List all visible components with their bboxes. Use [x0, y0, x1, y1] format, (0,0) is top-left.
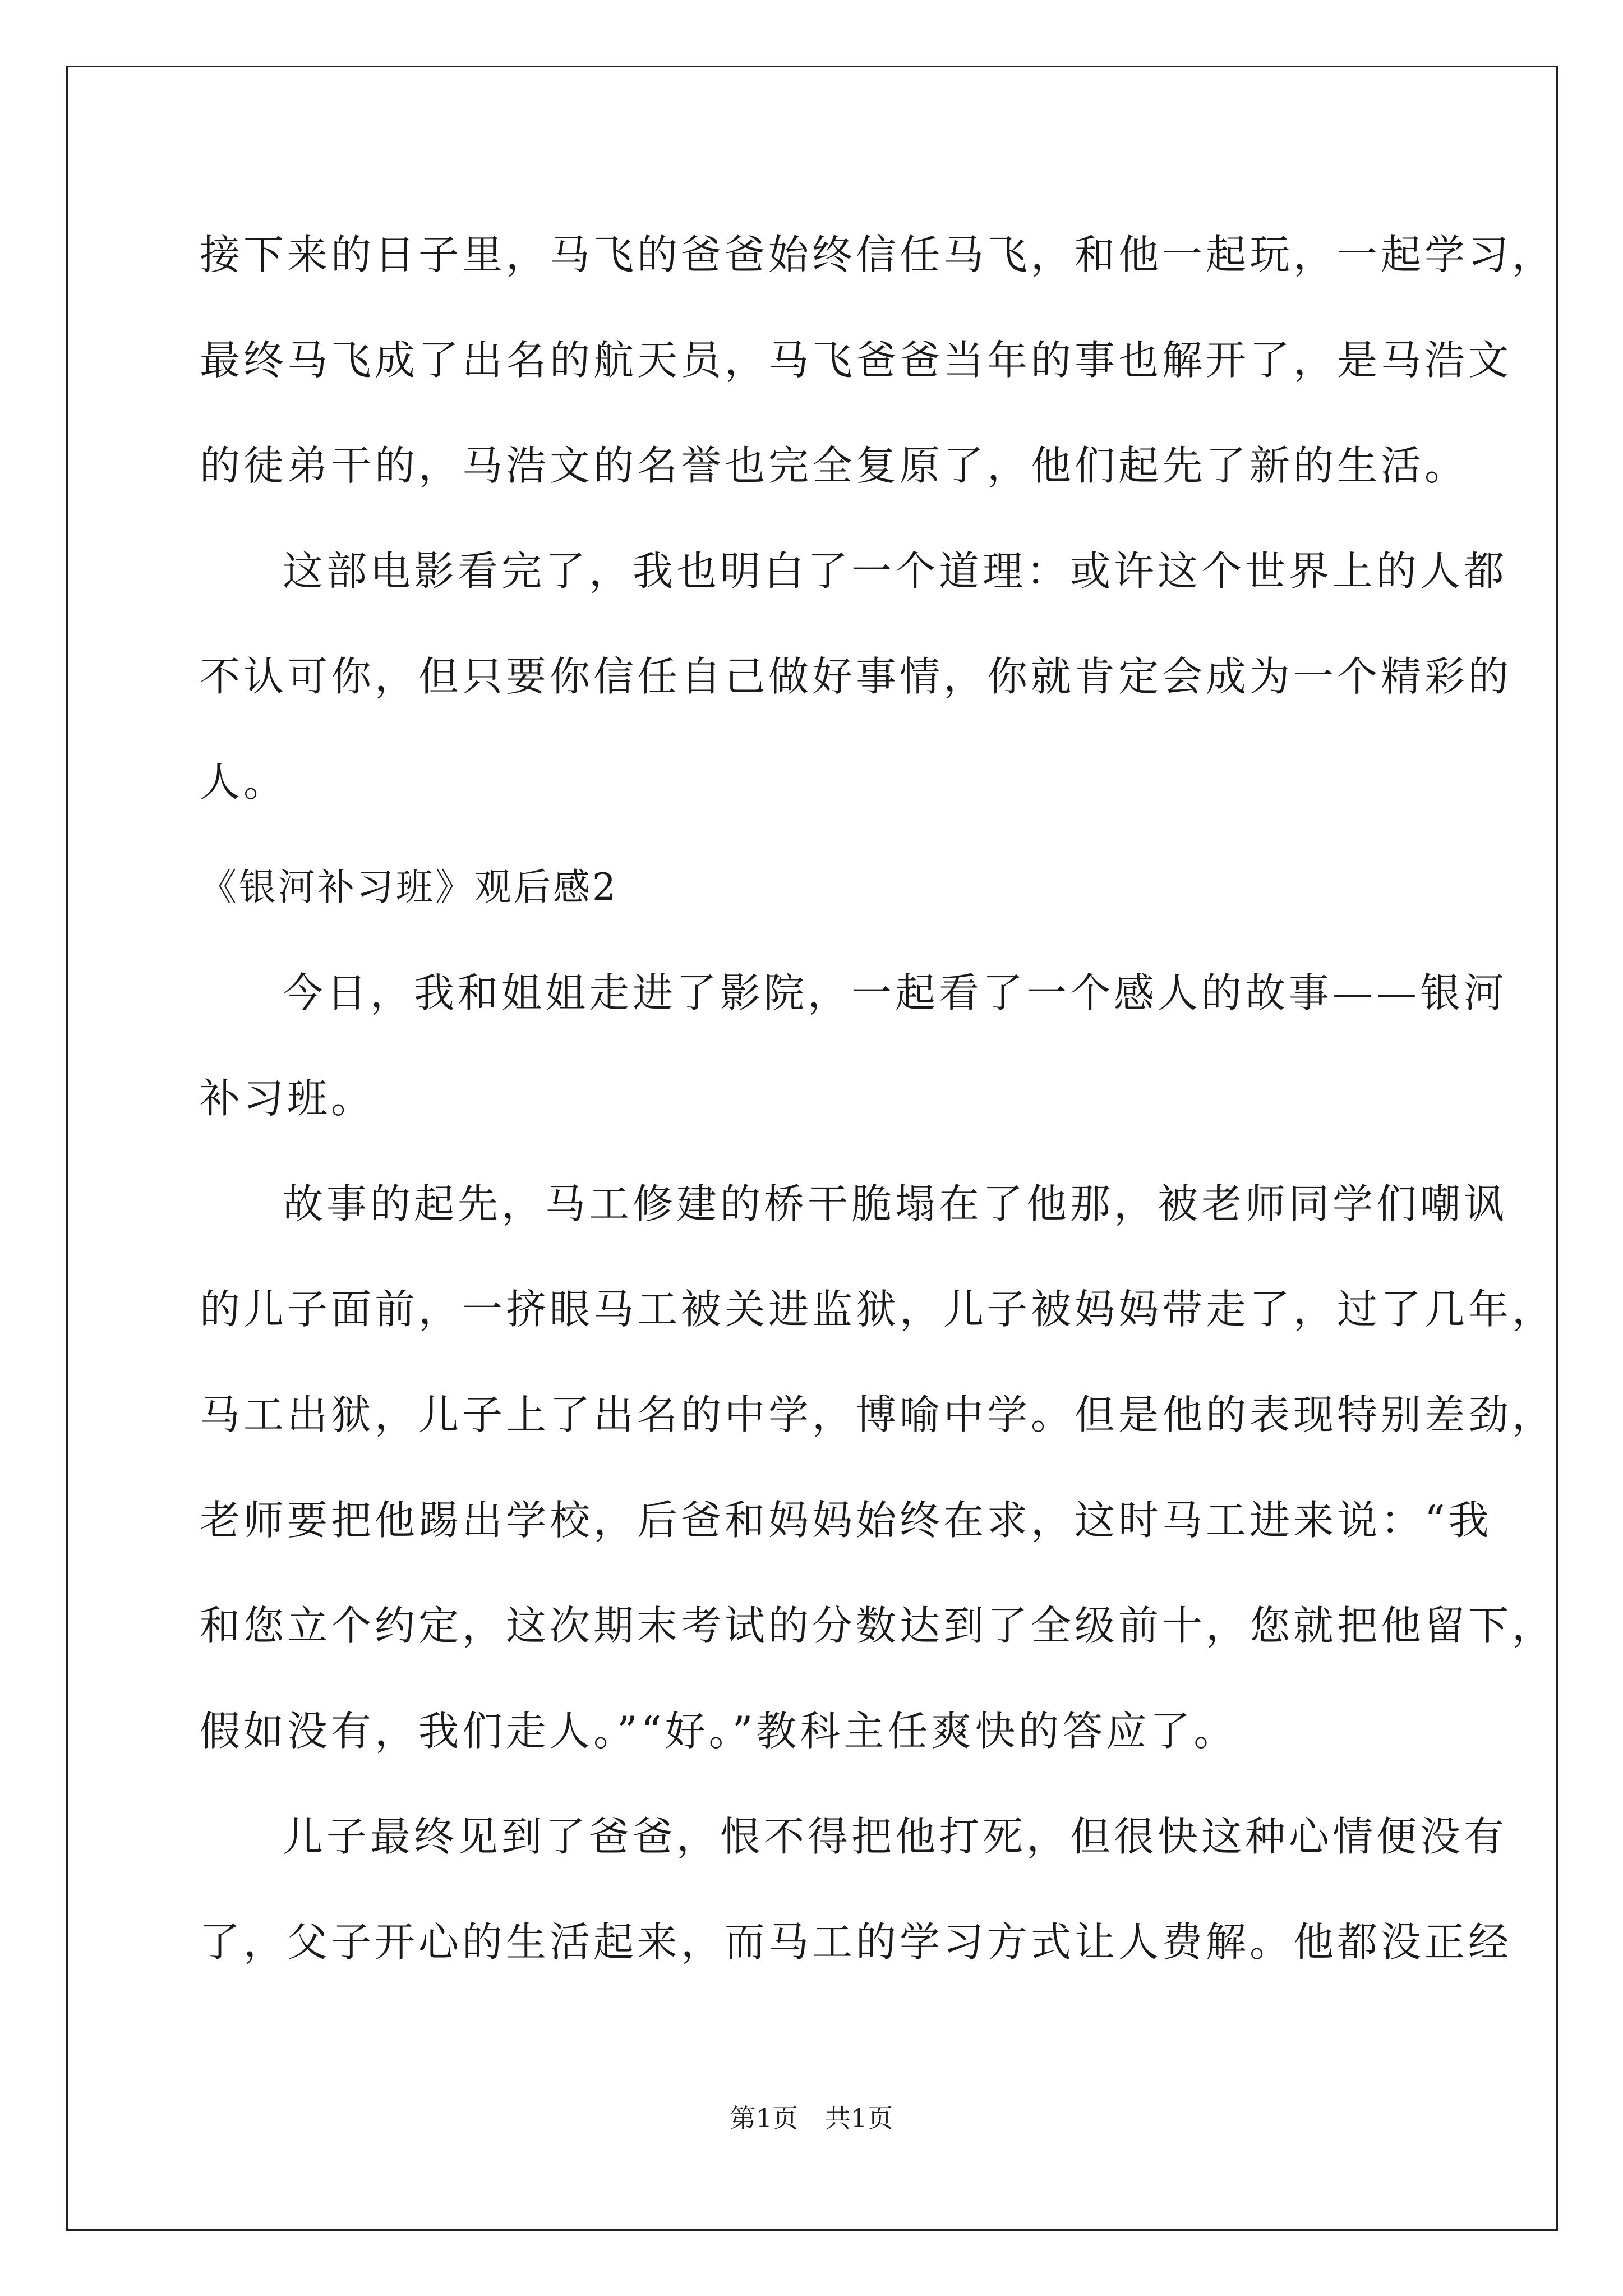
paragraph-line: 老师要把他踢出学校，后爸和妈妈始终在求，这时马工进来说：“我: [200, 1497, 1492, 1544]
paragraph-line: 故事的起先，马工修建的桥干脆塌在了他那，被老师同学们嘲讽: [283, 1180, 1508, 1227]
paragraph-line: 接下来的日子里，马飞的爸爸始终信任马飞，和他一起玩，一起学习，: [200, 231, 1556, 278]
document-body: [200, 202, 1556, 1995]
paragraph-line: 和您立个约定，这次期末考试的分数达到了全级前十，您就把他留下，: [200, 1602, 1556, 1649]
paragraph-line: 假如没有，我们走人。”“好。”教科主任爽快的答应了。: [200, 1708, 1238, 1755]
page-footer: [0, 2098, 1623, 2135]
section-heading: 《银河补习班》观后感2: [200, 866, 618, 909]
paragraph-line: 了，父子开心的生活起来，而马工的学习方式让人费解。他都没正经: [200, 1918, 1513, 1966]
paragraph-line: 最终马飞成了出名的航天员，马飞爸爸当年的事也解开了，是马浩文: [200, 337, 1513, 384]
page-total: 共1页: [825, 2103, 893, 2133]
paragraph-line: 不认可你，但只要你信任自己做好事情，你就肯定会成为一个精彩的: [200, 653, 1513, 700]
paragraph-line: 今日，我和姐姐走进了影院，一起看了一个感人的故事——银河: [283, 969, 1508, 1016]
page-number: 第1页: [730, 2103, 798, 2133]
paragraph-line: 的儿子面前，一挤眼马工被关进监狱，儿子被妈妈带走了，过了几年，: [200, 1286, 1556, 1333]
paragraph-line: 儿子最终见到了爸爸，恨不得把他打死，但很快这种心情便没有: [283, 1813, 1508, 1860]
paragraph-line: 人。: [200, 758, 288, 806]
paragraph-line: 的徒弟干的，马浩文的名誉也完全复原了，他们起先了新的生活。: [200, 442, 1469, 489]
paragraph-line: 补习班。: [200, 1075, 375, 1122]
paragraph-line: 这部电影看完了，我也明白了一个道理：或许这个世界上的人都: [283, 547, 1508, 595]
paragraph-line: 马工出狱，儿子上了出名的中学，博喻中学。但是他的表现特别差劲，: [200, 1391, 1556, 1438]
